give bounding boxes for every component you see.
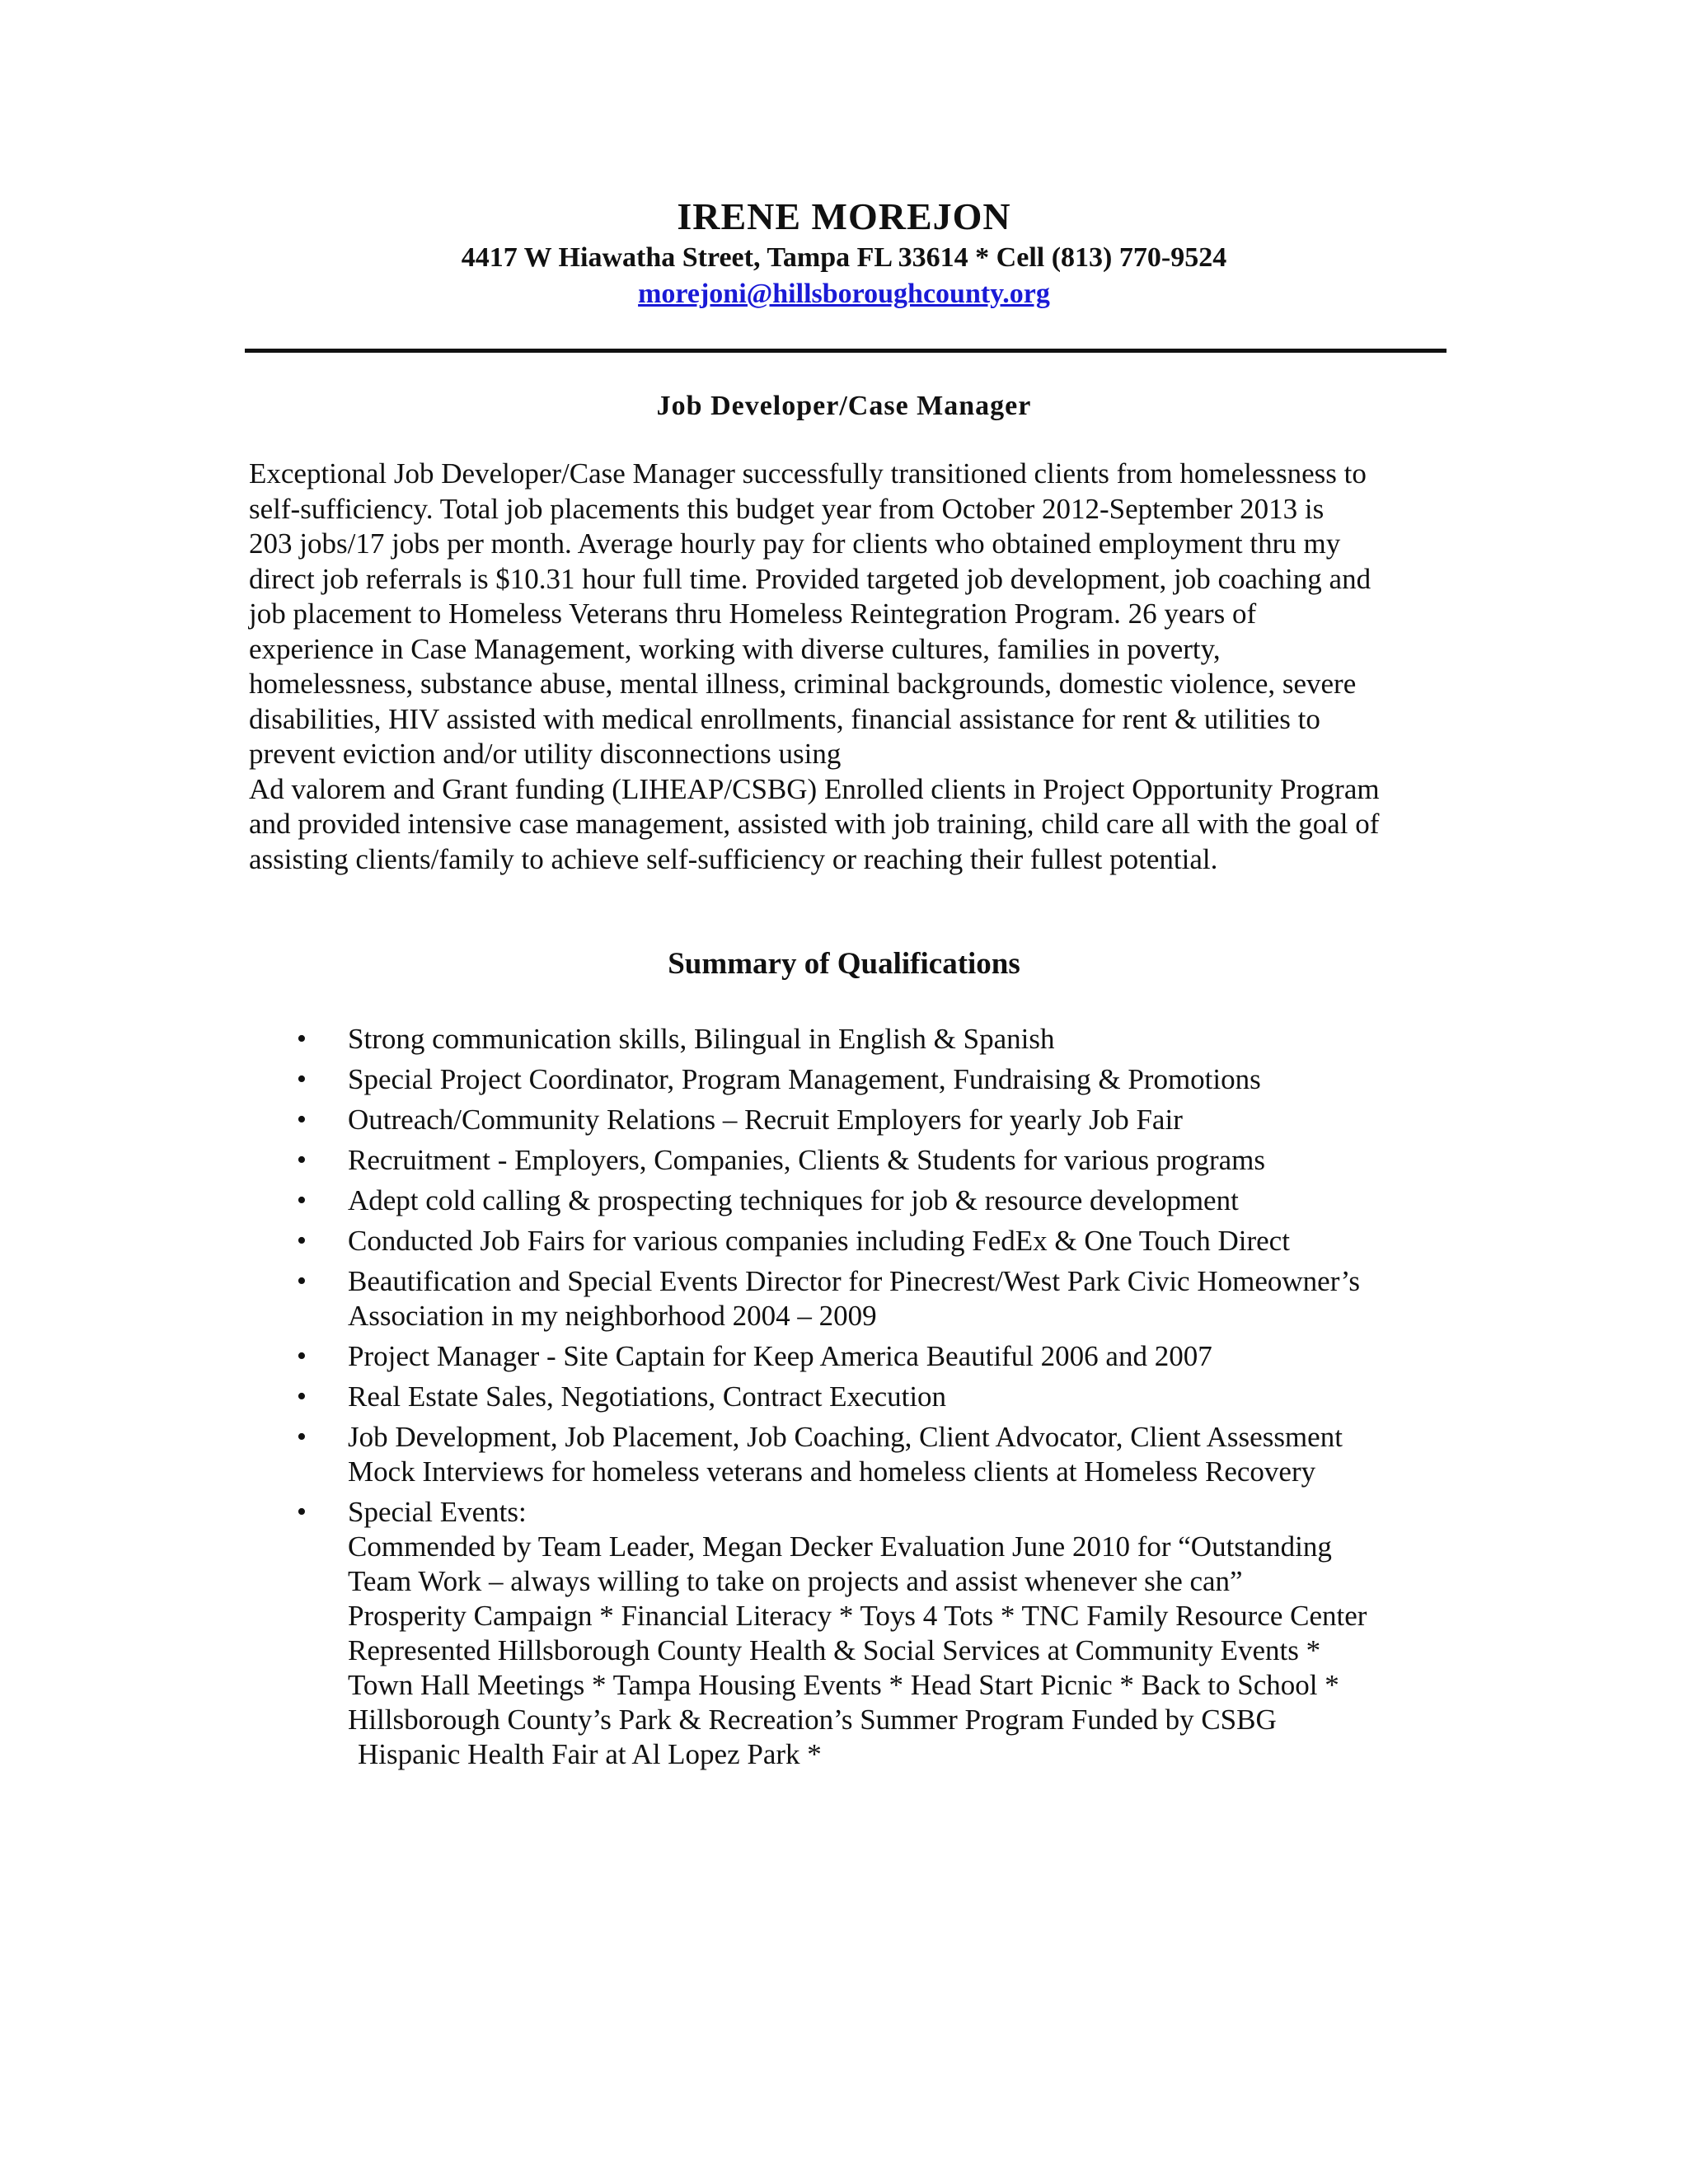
qualifications-list: [297, 1022, 1467, 1778]
list-item-text: Mock Interviews for homeless veterans and homeless clients at Homeless Recovery: [348, 1455, 1316, 1488]
summary-paragraph: [249, 457, 1452, 877]
bullet-icon: •: [297, 1497, 307, 1527]
list-item-text: Commended by Team Leader, Megan Decker Evaluation June 2010 for “Outstanding: [348, 1530, 1332, 1563]
list-item: [297, 1183, 1467, 1218]
qualifications-heading: Summary of Qualifications: [668, 947, 1020, 981]
summary-line: and provided intensive case management, assisted with job training, child care all with the goal of: [249, 808, 1380, 840]
summary-line: job placement to Homeless Veterans thru Homeless Reintegration Program. 26 years of: [249, 598, 1257, 630]
list-item: [297, 1022, 1467, 1057]
header-divider: [245, 349, 1447, 353]
summary-line: experience in Case Management, working with diverse cultures, families in poverty,: [249, 632, 1221, 665]
list-item-text: Hispanic Health Fair at Al Lopez Park *: [358, 1738, 822, 1770]
list-item-text: Special Project Coordinator, Program Management, Fundraising & Promotions: [348, 1063, 1261, 1095]
list-item: [297, 1143, 1467, 1178]
list-item-text: Conducted Job Fairs for various companies including FedEx & One Touch Direct: [348, 1225, 1290, 1257]
bullet-icon: •: [297, 1341, 307, 1371]
list-item: [297, 1495, 1467, 1772]
bullet-icon: •: [297, 1145, 307, 1175]
list-item-text: Represented Hillsborough County Health & Social Services at Community Events *: [348, 1634, 1321, 1666]
list-item-text: Hillsborough County’s Park & Recreation’s Summer Program Funded by CSBG: [348, 1704, 1277, 1736]
list-item-text: Association in my neighborhood 2004 – 2009: [348, 1300, 877, 1332]
list-item-text: Real Estate Sales, Negotiations, Contract Execution: [348, 1380, 947, 1413]
list-item: [297, 1103, 1467, 1137]
list-item-text: Recruitment - Employers, Companies, Clients & Students for various programs: [348, 1144, 1266, 1176]
bullet-icon: •: [297, 1381, 307, 1412]
contact-address-line: 4417 W Hiawatha Street, Tampa FL 33614 * Cell (813) 770-9524: [461, 242, 1227, 273]
list-item-text: Job Development, Job Placement, Job Coaching, Client Advocator, Client Assessment: [348, 1421, 1343, 1453]
list-item-text: Adept cold calling & prospecting techniques for job & resource development: [348, 1184, 1239, 1216]
summary-line: homelessness, substance abuse, mental illness, criminal backgrounds, domestic violence, severe: [249, 668, 1357, 700]
bullet-icon: •: [297, 1104, 307, 1135]
summary-line: Exceptional Job Developer/Case Manager successfully transitioned clients from homelessness to: [249, 457, 1367, 490]
list-item-text: Strong communication skills, Bilingual in English & Spanish: [348, 1023, 1055, 1055]
list-item-text: Town Hall Meetings * Tampa Housing Events * Head Start Picnic * Back to School *: [348, 1669, 1339, 1701]
list-item-text: Project Manager - Site Captain for Keep America Beautiful 2006 and 2007: [348, 1340, 1212, 1372]
summary-line: prevent eviction and/or utility disconnections using: [249, 738, 842, 770]
list-item: [297, 1420, 1467, 1489]
list-item: [297, 1380, 1467, 1414]
list-item-text: Special Events:: [348, 1496, 527, 1528]
summary-line: direct job referrals is $10.31 hour full time. Provided targeted job development, job coaching and: [249, 562, 1372, 595]
summary-line: self-sufficiency. Total job placements this budget year from October 2012-September 2013 is: [249, 492, 1325, 525]
summary-line: Ad valorem and Grant funding (LIHEAP/CSBG) Enrolled clients in Project Opportunity Program: [249, 772, 1380, 805]
bullet-icon: •: [297, 1226, 307, 1256]
list-item-text: Prosperity Campaign * Financial Literacy * Toys 4 Tots * TNC Family Resource Center: [348, 1600, 1367, 1632]
bullet-icon: •: [297, 1064, 307, 1094]
list-item: [297, 1264, 1467, 1333]
contact-email: [0, 279, 1688, 310]
list-item-text: Outreach/Community Relations – Recruit Employers for yearly Job Fair: [348, 1104, 1183, 1136]
list-item: [297, 1339, 1467, 1374]
list-item-text: Team Work – always willing to take on projects and assist whenever she can”: [348, 1565, 1243, 1597]
summary-line: 203 jobs/17 jobs per month. Average hourly pay for clients who obtained employment thru my: [249, 527, 1341, 560]
list-item: [297, 1224, 1467, 1258]
bullet-icon: •: [297, 1266, 307, 1296]
bullet-icon: •: [297, 1024, 307, 1054]
bullet-icon: •: [297, 1422, 307, 1452]
bullet-icon: •: [297, 1185, 307, 1216]
list-item-text: Beautification and Special Events Director for Pinecrest/West Park Civic Homeowner’s: [348, 1265, 1360, 1297]
list-item: [297, 1062, 1467, 1097]
summary-line: assisting clients/family to achieve self-sufficiency or reaching their fullest potential.: [249, 842, 1218, 875]
email-link[interactable]: morejoni@hillsboroughcounty.org: [638, 279, 1050, 309]
job-title: Job Developer/Case Manager: [656, 391, 1032, 421]
summary-line: disabilities, HIV assisted with medical enrollments, financial assistance for rent & utilities to: [249, 702, 1320, 735]
applicant-name: IRENE MOREJON: [677, 195, 1011, 237]
